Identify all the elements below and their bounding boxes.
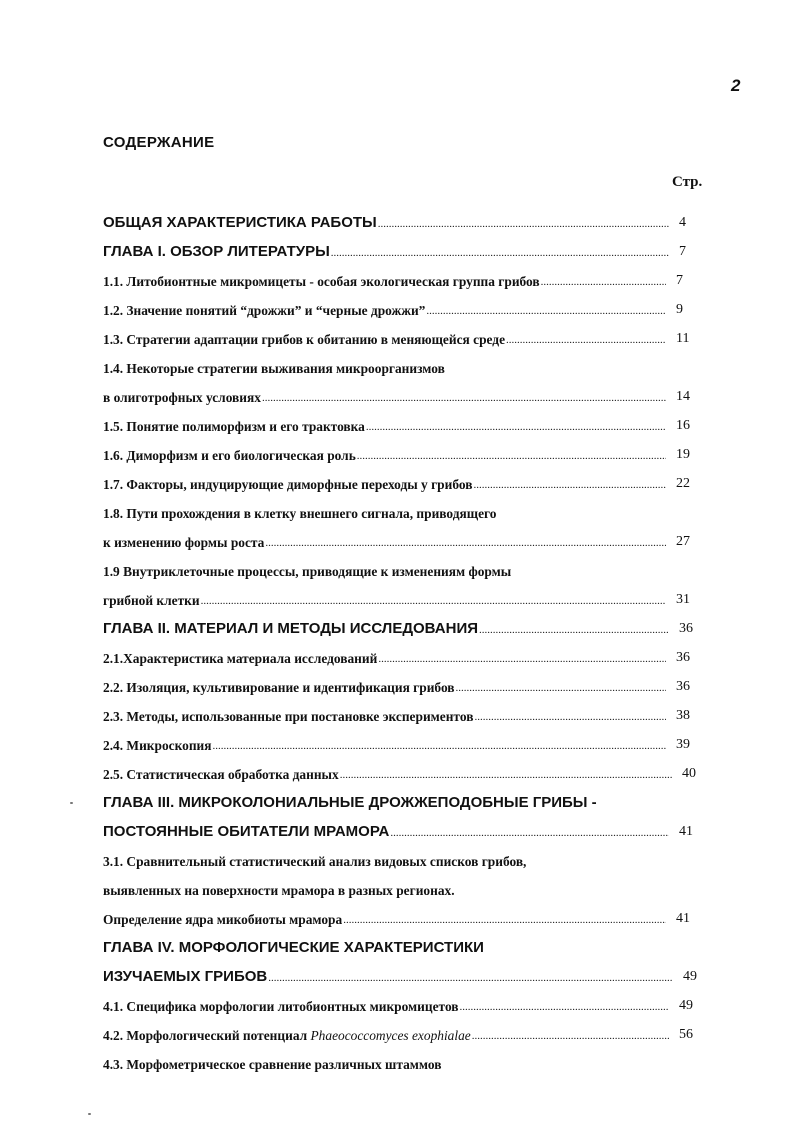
toc-entry-title: 2.3. Методы, использованные при постановке экспериментов <box>103 708 474 724</box>
leader-dots <box>472 1031 669 1042</box>
toc-entry-title: ОБЩАЯ ХАРАКТЕРИСТИКА РАБОТЫ <box>103 214 377 231</box>
toc-entry-page: 56 <box>679 1027 693 1042</box>
toc-entry <box>103 527 690 550</box>
toc-entry-title: 2.5. Статистическая обработка данных <box>103 766 339 782</box>
toc-entry <box>103 469 690 492</box>
toc-entry-page: 4 <box>679 215 686 230</box>
toc-entry <box>103 237 686 260</box>
leader-dots <box>456 683 666 694</box>
toc-entry <box>103 353 666 375</box>
toc-entry-page: 38 <box>676 708 690 723</box>
toc-entry <box>103 266 683 289</box>
leader-dots <box>357 451 666 462</box>
toc-entry-page: 27 <box>676 534 690 549</box>
toc-entry-page: 36 <box>679 621 693 636</box>
toc-entry-title: 1.3. Стратегии адаптации грибов к обитанию в меняющейся среде <box>103 331 506 347</box>
toc-entry-title: 1.8. Пути прохождения в клетку внешнего сигнала, приводящего <box>103 505 497 521</box>
page-column-label: Стр. <box>672 174 703 190</box>
toc-entry <box>103 556 666 578</box>
scan-speck <box>88 1113 91 1115</box>
leader-dots <box>473 480 666 491</box>
leader-dots <box>268 973 673 984</box>
toc-entry <box>103 208 686 231</box>
toc-entry-page: 31 <box>676 592 690 607</box>
leader-dots <box>213 741 667 752</box>
toc-entry-page: 11 <box>676 331 690 346</box>
toc-entry <box>103 295 683 318</box>
toc-entry-page: 16 <box>676 418 690 433</box>
toc-entry-page: 9 <box>676 302 683 317</box>
toc-entry-title: ПОСТОЯННЫЕ ОБИТАТЕЛИ МРАМОРА <box>103 823 390 840</box>
toc-entry-title: 1.7. Факторы, индуцирующие диморфные переходы у грибов <box>103 476 473 492</box>
toc-entry-title: в олиготрофных условиях <box>103 389 261 405</box>
toc-entry-title: ГЛАВА III. МИКРОКОЛОНИАЛЬНЫЕ ДРОЖЖЕПОДОБНЫЕ ГРИБЫ - <box>103 794 597 811</box>
toc-entry-page: 49 <box>679 998 693 1013</box>
toc-entry <box>103 730 690 753</box>
toc-entry-title: ГЛАВА IV. МОРФОЛОГИЧЕСКИЕ ХАРАКТЕРИСТИКИ <box>103 939 484 956</box>
toc-entry <box>103 585 690 608</box>
toc-entry <box>103 817 693 840</box>
toc-entry <box>103 498 666 520</box>
toc-entry <box>103 643 690 666</box>
toc-entry-page: 40 <box>682 766 696 781</box>
leader-dots <box>506 335 666 346</box>
toc-entry-title: грибной клетки <box>103 592 200 608</box>
toc-entry-page: 36 <box>676 650 690 665</box>
toc-entry <box>103 324 690 347</box>
leader-dots <box>390 828 669 839</box>
page-number: 2 <box>731 76 741 95</box>
leader-dots <box>378 654 666 665</box>
leader-dots <box>474 712 666 723</box>
toc-entry-title: ГЛАВА II. МАТЕРИАЛ И МЕТОДЫ ИССЛЕДОВАНИЯ <box>103 620 478 637</box>
toc-entry-page: 39 <box>676 737 690 752</box>
toc-entry-title: 2.2. Изоляция, культивирование и идентификация грибов <box>103 679 455 695</box>
toc-entry-title: 1.9 Внутриклеточные процессы, приводящие к изменениям формы <box>103 563 512 579</box>
toc-entry-title: 1.5. Понятие полиморфизм и его трактовка <box>103 418 365 434</box>
toc-entry-page: 14 <box>676 389 690 404</box>
toc-entry <box>103 933 669 955</box>
toc-entry-title: к изменению формы роста <box>103 534 265 550</box>
toc-entry-page: 41 <box>679 824 693 839</box>
toc-entry-title: 1.2. Значение понятий “дрожжи” и “черные дрожжи” <box>103 302 426 318</box>
leader-dots <box>201 596 666 607</box>
toc-entry-title: 4.1. Специфика морфологии литобионтных микромицетов <box>103 998 459 1014</box>
leader-dots <box>479 625 669 636</box>
leader-dots <box>460 1002 669 1013</box>
toc-entry-page: 7 <box>679 244 686 259</box>
toc-entry-title: 1.6. Диморфизм и его биологическая роль <box>103 447 356 463</box>
toc-entry-title: 1.4. Некоторые стратегии выживания микроорганизмов <box>103 360 445 376</box>
toc-entry <box>103 411 690 434</box>
toc-entry-title: 4.3. Морфометрическое сравнение различных штаммов <box>103 1056 442 1072</box>
toc-entry-page: 41 <box>676 911 690 926</box>
toc-entry <box>103 962 697 985</box>
toc-entry <box>103 672 690 695</box>
toc-entry-title: 2.4. Микроскопия <box>103 737 212 753</box>
toc-entry-title: ГЛАВА I. ОБЗОР ЛИТЕРАТУРЫ <box>103 243 330 260</box>
toc-entry <box>103 788 669 810</box>
species-name: Phaeococcomyces exophialae <box>310 1027 471 1043</box>
leader-dots <box>378 219 669 230</box>
toc-heading: СОДЕРЖАНИЕ <box>103 134 215 151</box>
toc-entry-title-prefix: 4.2. Морфологический потенциал <box>103 1027 311 1043</box>
toc-entry-page: 19 <box>676 447 690 462</box>
toc-entry <box>103 991 693 1014</box>
toc-entry <box>103 440 690 463</box>
toc-entry-title: ИЗУЧАЕМЫХ ГРИБОВ <box>103 968 268 985</box>
toc-entry <box>103 904 690 927</box>
toc-entry-page: 7 <box>676 273 683 288</box>
toc-entry-page: 36 <box>676 679 690 694</box>
leader-dots <box>366 422 666 433</box>
toc-entry <box>103 875 666 897</box>
toc-entry <box>103 1049 666 1071</box>
toc-entry <box>103 846 666 868</box>
leader-dots <box>262 393 666 404</box>
toc-entry-title <box>103 1029 471 1042</box>
toc-entry-title: 3.1. Сравнительный статистический анализ видовых списков грибов, <box>103 853 527 869</box>
leader-dots <box>541 277 666 288</box>
toc-entry <box>103 614 693 637</box>
leader-dots <box>331 248 669 259</box>
toc-entry <box>103 759 696 782</box>
toc-entry <box>103 701 690 724</box>
toc-entry-page: 49 <box>683 969 697 984</box>
leader-dots <box>426 306 666 317</box>
toc-entry-title: Определение ядра микобиоты мрамора <box>103 911 343 927</box>
toc-entry <box>103 382 690 405</box>
toc-entry-title: выявленных на поверхности мрамора в разных регионах. <box>103 882 455 898</box>
leader-dots <box>340 770 672 781</box>
toc-entry-page: 22 <box>676 476 690 491</box>
scan-speck <box>70 802 73 804</box>
toc-entry-title: 1.1. Литобионтные микромицеты - особая экологическая группа грибов <box>103 273 540 289</box>
leader-dots <box>343 915 666 926</box>
toc-entry-title: 2.1.Характеристика материала исследований <box>103 650 378 666</box>
leader-dots <box>265 538 666 549</box>
toc-entry <box>103 1020 693 1043</box>
